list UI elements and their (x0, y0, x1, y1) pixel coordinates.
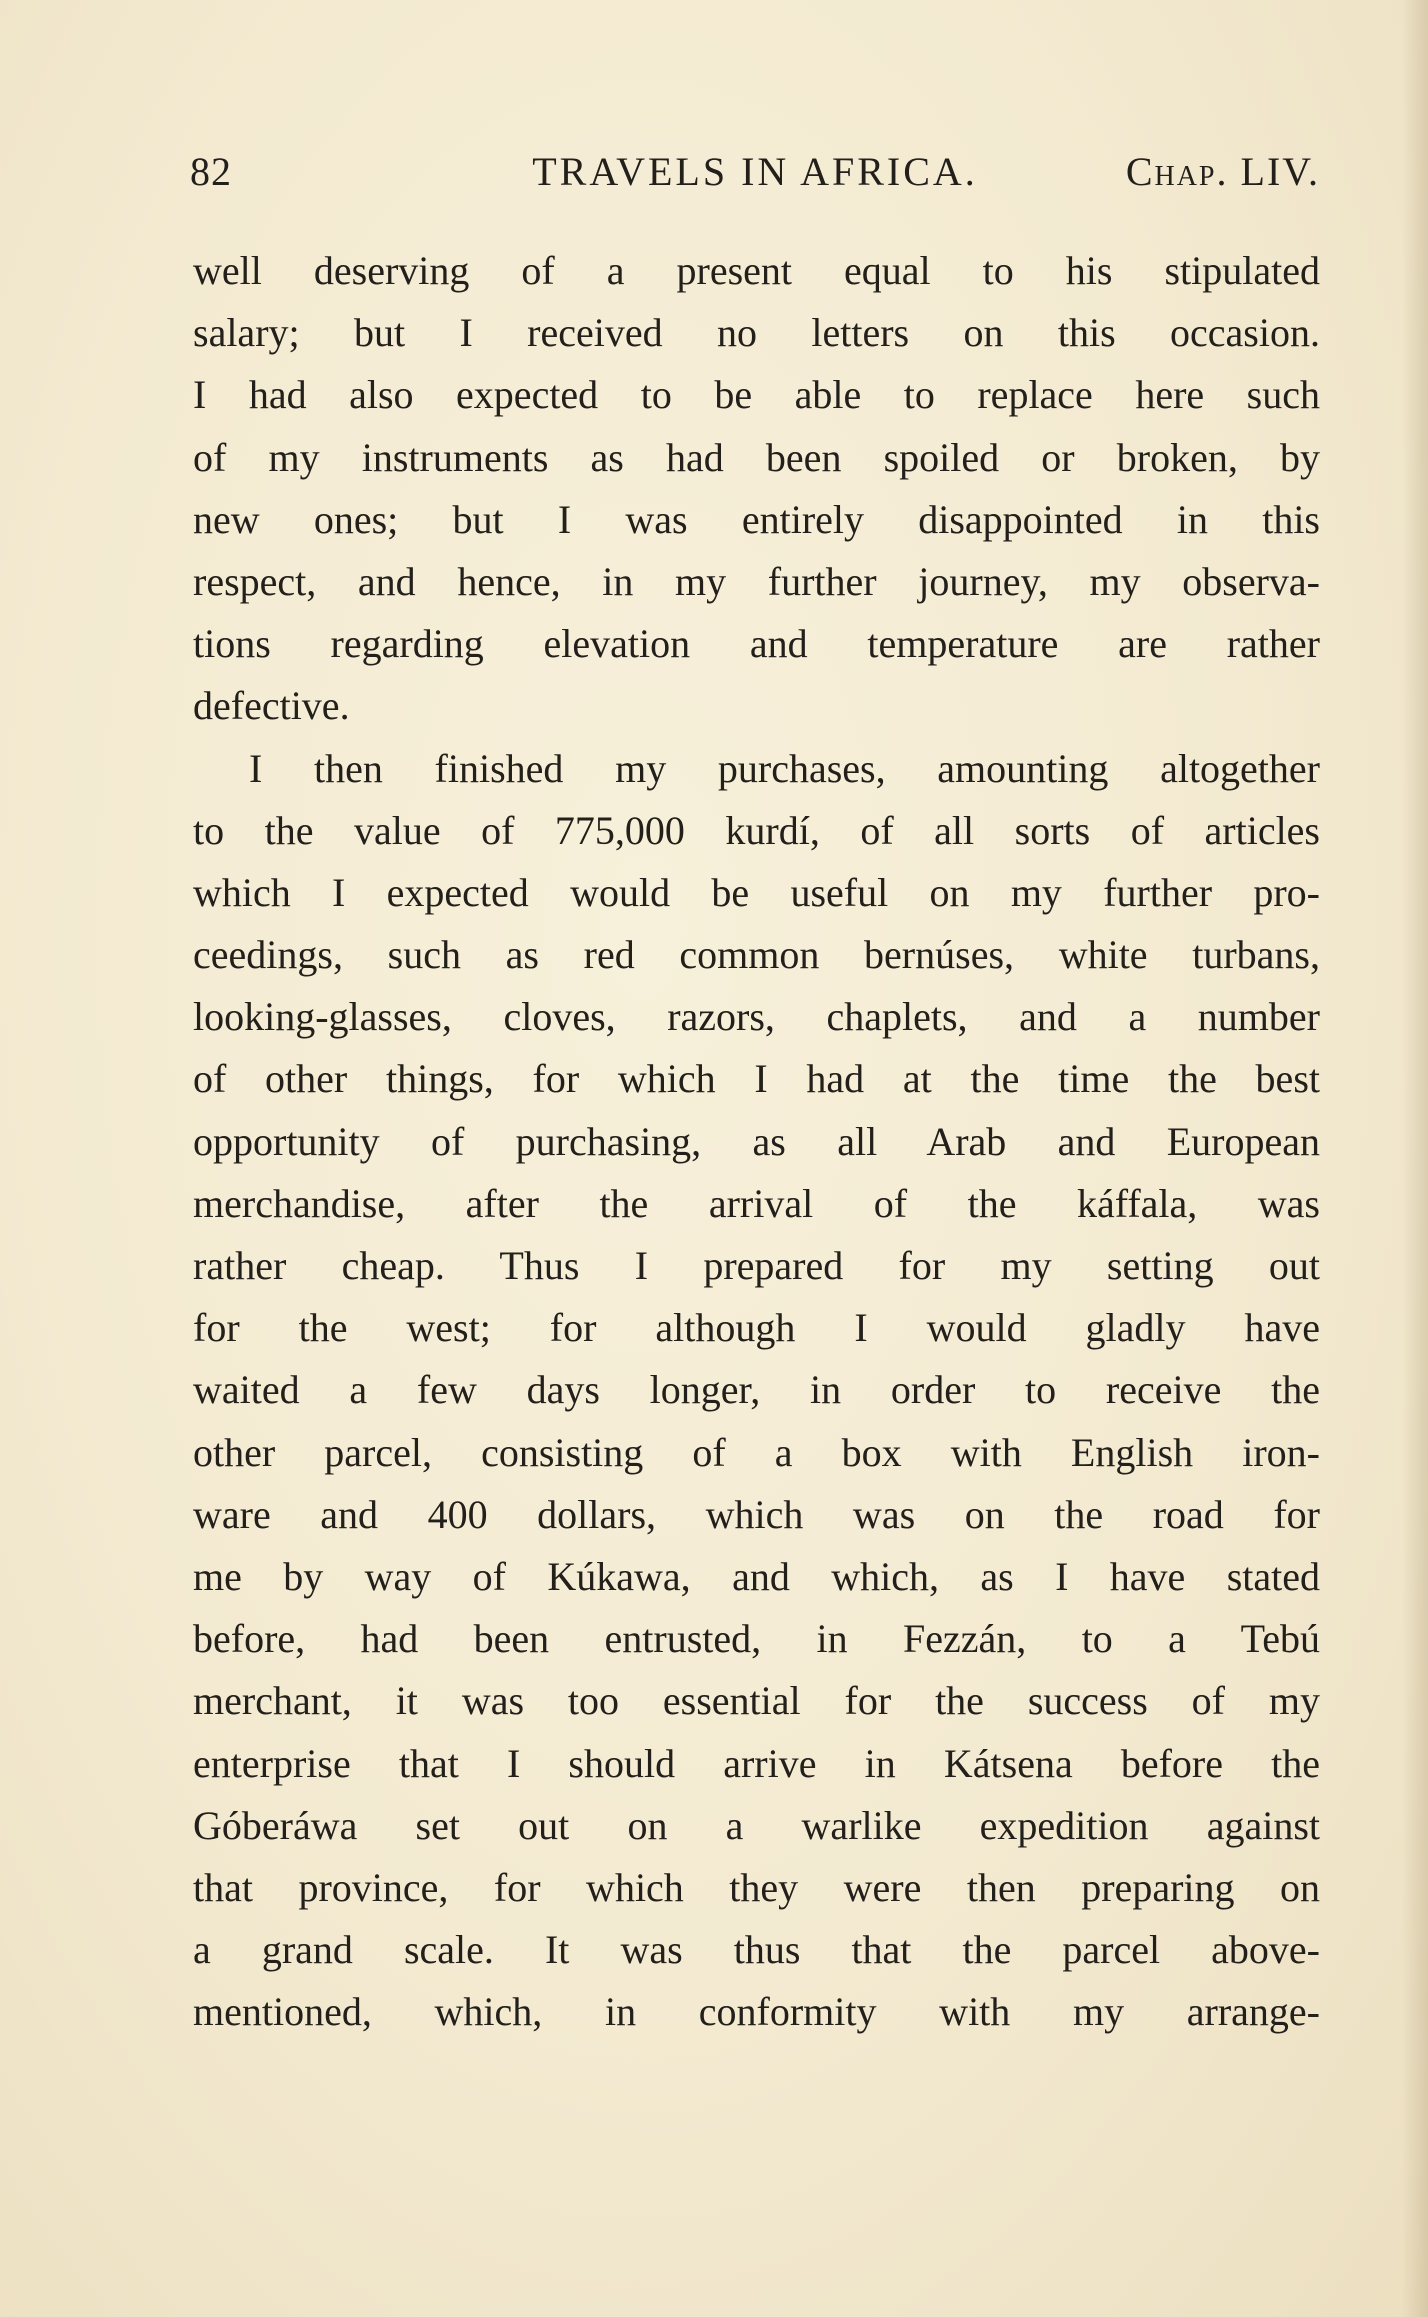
text-line: a grand scale. It was thus that the parcel above- (193, 1927, 1320, 1973)
text-line: rather cheap. Thus I prepared for my setting out (193, 1243, 1320, 1288)
running-title: TRAVELS IN AFRICA. (532, 149, 978, 194)
text-line: me by way of Kúkawa, and which, as I have stated (193, 1553, 1320, 1599)
text-line: well deserving of a present equal to his stipulated (193, 248, 1320, 293)
text-line: respect, and hence, in my further journey, my observa- (193, 558, 1320, 604)
text-line: other parcel, consisting of a box with English iron- (193, 1429, 1320, 1475)
text-line: I then finished my purchases, amounting altogether (249, 745, 1320, 791)
text-line: for the west; for although I would gladly have (193, 1305, 1320, 1351)
text-line: looking-glasses, cloves, razors, chaplets, and a number (193, 994, 1320, 1040)
text-line: opportunity of purchasing, as all Arab and European (193, 1118, 1320, 1164)
text-line: that province, for which they were then preparing on (193, 1864, 1320, 1910)
text-line: enterprise that I should arrive in Kátsena before the (193, 1740, 1320, 1786)
text-line: mentioned, which, in conformity with my arrange- (193, 1989, 1320, 2035)
page-number: 82 (190, 149, 232, 194)
text-line: which I expected would be useful on my further pro- (193, 869, 1320, 915)
text-line: new ones; but I was entirely disappointed in this (193, 496, 1320, 542)
text-line: defective. (193, 683, 350, 729)
text-line: merchant, it was too essential for the success of my (193, 1678, 1320, 1724)
chapter-label: Chap. LIV. (1125, 149, 1320, 194)
text-line: of other things, for which I had at the time the best (193, 1056, 1320, 1102)
running-header (190, 148, 1320, 198)
page-edge-shadow (1402, 0, 1428, 2317)
text-line: of my instruments as had been spoiled or broken, by (193, 434, 1320, 480)
text-line: ceedings, such as red common bernúses, white turbans, (193, 932, 1320, 978)
text-line: I had also expected to be able to replace here such (193, 372, 1320, 418)
text-line: merchandise, after the arrival of the káffala, was (193, 1180, 1320, 1226)
text-line: tions regarding elevation and temperature are rather (193, 621, 1320, 667)
text-line: waited a few days longer, in order to receive the (193, 1367, 1320, 1413)
text-line: salary; but I received no letters on this occasion. (193, 310, 1320, 356)
text-line: ware and 400 dollars, which was on the road for (193, 1491, 1320, 1537)
text-line: before, had been entrusted, in Fezzán, to a Tebú (193, 1616, 1320, 1662)
body-text (193, 240, 1320, 2043)
text-line: to the value of 775,000 kurdí, of all sorts of articles (193, 807, 1320, 853)
text-line: Góberáwa set out on a warlike expedition against (193, 1802, 1320, 1848)
